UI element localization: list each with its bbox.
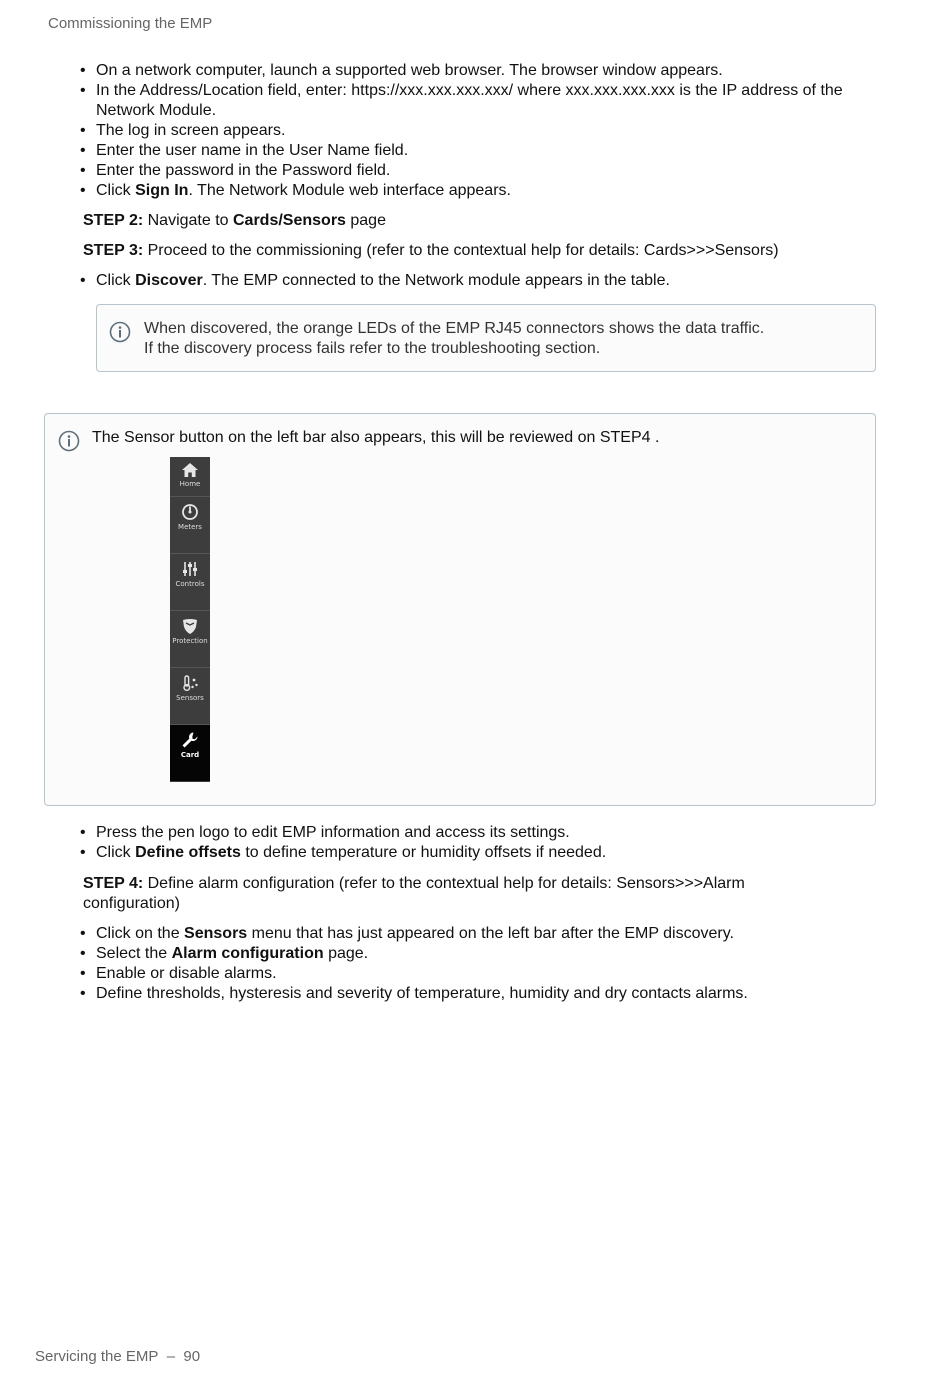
sidebar-item-protection: Protection xyxy=(170,611,210,668)
list-item: • Click Discover. The EMP connected to the Network module appears in the table. xyxy=(44,271,876,291)
sidebar-item-meters: Meters xyxy=(170,497,210,554)
shield-icon xyxy=(181,611,199,635)
info-icon xyxy=(58,430,80,457)
info-icon xyxy=(109,321,131,348)
list-item: • Click Define offsets to define temperature or humidity offsets if needed. xyxy=(44,843,876,863)
page-number: 90 xyxy=(183,1348,201,1365)
step-2-heading: STEP 2: Navigate to Cards/Sensors page xyxy=(83,212,386,229)
wrench-icon xyxy=(181,725,199,749)
sidebar-item-home: Home xyxy=(170,457,210,497)
sensor-button-note xyxy=(44,413,876,806)
home-icon xyxy=(181,457,199,478)
left-nav-bar-screenshot xyxy=(170,457,210,782)
list-item: • Enter the password in the Password field. xyxy=(44,161,876,181)
sidebar-item-sensors: Sensors xyxy=(170,668,210,725)
sign-in-label: Sign In xyxy=(135,182,189,199)
gauge-icon xyxy=(181,497,199,521)
thermometer-icon xyxy=(181,668,199,692)
sidebar-item-controls: Controls xyxy=(170,554,210,611)
footer-separator: – xyxy=(166,1348,176,1365)
list-item: • Press the pen logo to edit EMP information and access its settings. xyxy=(44,823,876,843)
step-4-heading: STEP 4: Define alarm configuration (refer to the contextual help for details: Sensors>>>Alarm configuration) xyxy=(83,875,745,912)
sliders-icon xyxy=(181,554,199,578)
running-header: Commissioning the EMP xyxy=(48,15,213,32)
list-item: • In the Address/Location field, enter: https://xxx.xxx.xxx.xxx/ where xxx.xxx.xxx.xxx is the IP address of the Network Module. xyxy=(44,81,876,121)
list-item: • Enter the user name in the User Name field. xyxy=(44,141,876,161)
sidebar-item-card: Card xyxy=(170,725,210,781)
intro-steps-list xyxy=(44,61,876,201)
edit-steps-list xyxy=(44,823,876,863)
list-item: • Define thresholds, hysteresis and severity of temperature, humidity and dry contacts alarms. xyxy=(44,984,876,1004)
list-item: • On a network computer, launch a supported web browser. The browser window appears. xyxy=(44,61,876,81)
step-3-heading: STEP 3: Proceed to the commissioning (refer to the contextual help for details: Cards>>>Sensors) xyxy=(83,242,779,259)
list-item: • Select the Alarm configuration page. xyxy=(44,944,876,964)
sensor-button-note-text: The Sensor button on the left bar also appears, this will be reviewed on STEP4 . xyxy=(92,429,660,446)
running-footer xyxy=(35,1348,200,1365)
list-item: • Click Sign In. The Network Module web interface appears. xyxy=(44,181,876,201)
discover-list xyxy=(44,271,876,291)
discovery-note-text: When discovered, the orange LEDs of the EMP RJ45 connectors shows the data traffic. If the discovery process fails refer to the troubleshooting section. xyxy=(144,320,765,357)
discovery-note xyxy=(96,304,876,372)
list-item: • Click on the Sensors menu that has just appeared on the left bar after the EMP discovery. xyxy=(44,924,876,944)
footer-section: Servicing the EMP xyxy=(35,1348,159,1365)
list-item: • Enable or disable alarms. xyxy=(44,964,876,984)
alarm-steps-list xyxy=(44,924,876,1004)
list-item: • The log in screen appears. xyxy=(44,121,876,141)
